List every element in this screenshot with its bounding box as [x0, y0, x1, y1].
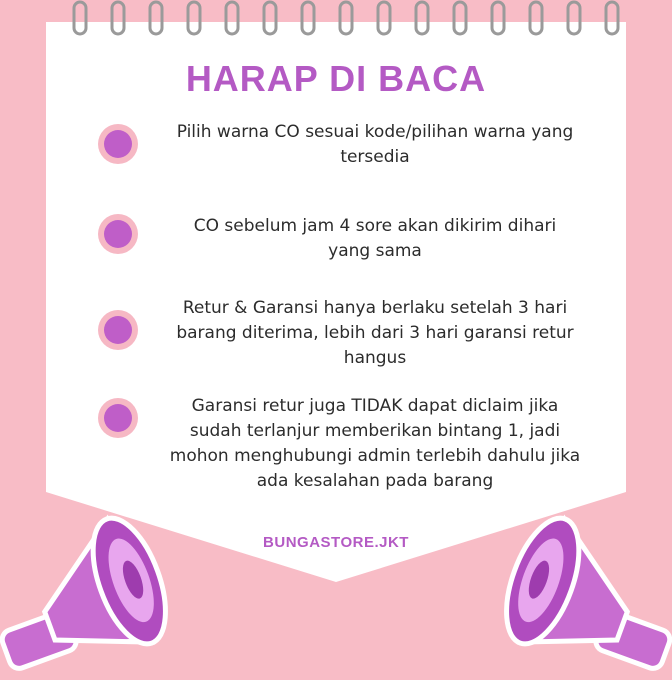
- list-item-text: CO sebelum jam 4 sore akan dikirim dihari yang sama: [193, 216, 557, 261]
- list-item-text: Garansi retur juga TIDAK dapat diclaim jika sudah terlanjur memberikan bintang 1, jadi mohon menghubungi admin terlebih dahulu jika ada kesalahan pada barang: [169, 396, 581, 491]
- megaphone-icon: [0, 500, 200, 680]
- brand-name: BUNGASTORE.JKT: [263, 534, 409, 551]
- bullet-dot-icon: [98, 214, 138, 254]
- bullet-dot-icon: [98, 398, 138, 438]
- spiral-binding-icon: [46, 0, 626, 40]
- page-title: HARAP DI BACA: [185, 58, 487, 99]
- bullet-dot-icon: [98, 310, 138, 350]
- list-item-text: Retur & Garansi hanya berlaku setelah 3 hari barang diterima, lebih dari 3 hari garansi retur hangus: [176, 298, 574, 368]
- bullet-dot-icon: [98, 124, 138, 164]
- list-item-text: Pilih warna CO sesuai kode/pilihan warna yang tersedia: [176, 122, 574, 167]
- megaphone-icon: [472, 500, 672, 680]
